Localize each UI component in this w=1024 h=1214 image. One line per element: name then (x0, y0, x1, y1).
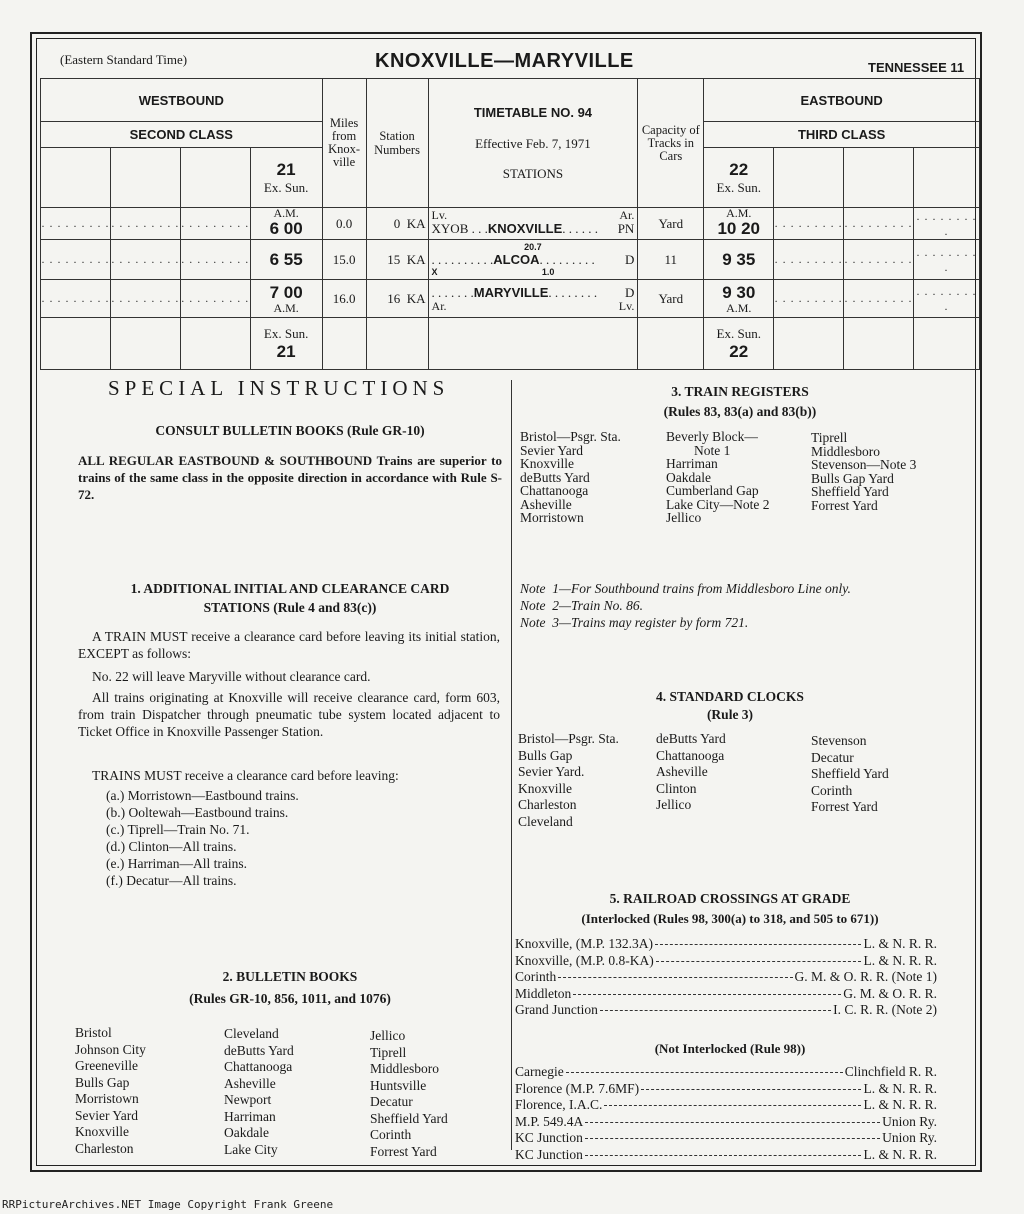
list-item: Oakdale (224, 1125, 269, 1140)
station-name-knoxville: KNOXVILLE (487, 221, 563, 236)
second-class-label: SECOND CLASS (41, 122, 323, 148)
crossing-row (515, 986, 937, 1003)
section-1-para-1: A TRAIN MUST receive a clearance card before leaving its initial station, EXCEPT as follows: (78, 629, 500, 661)
list-item: Sevier Yard (520, 442, 583, 458)
capacity-header: Capacity of Tracks in Cars (638, 79, 704, 208)
capacity-knoxville: Yard (638, 208, 704, 240)
list-item: Knoxville (75, 1124, 129, 1139)
registers-col-3 (811, 431, 916, 512)
list-item: Greeneville (75, 1058, 138, 1073)
dots: . . . . . . . . . (180, 208, 250, 240)
dots: . . . . . . . . . (110, 208, 180, 240)
note-text: 1—For Southbound trains from Middlesboro Line only. (552, 581, 851, 596)
section-4-title: 4. STANDARD CLOCKS (656, 689, 804, 704)
leader-line (566, 1072, 843, 1073)
time-e-maryville: 9 30 (722, 283, 756, 302)
train-22-header (704, 148, 774, 208)
list-item: (e.) Harriman—All trains. (106, 856, 247, 871)
note-label: Note (520, 581, 546, 596)
am-label: A.M. (726, 301, 752, 315)
section-1-para-4: TRAINS MUST receive a clearance card before leaving: (92, 768, 399, 783)
train-22-footer (704, 318, 774, 370)
crossing-row (515, 1114, 937, 1131)
note-text: 3—Trains may register by form 721. (552, 615, 749, 630)
time-cell (250, 208, 322, 240)
registers-col-2 (666, 430, 769, 525)
list-item: Asheville (224, 1075, 276, 1091)
station-suffix: PN (617, 221, 635, 236)
not-interlocked-label: (Not Interlocked (Rule 98)) (654, 1041, 806, 1056)
list-item: Forrest Yard (811, 497, 878, 513)
list-item: Corinth (370, 1127, 412, 1142)
section-2-rules: (Rules GR-10, 856, 1011, and 1076) (189, 991, 391, 1006)
bulletin-col-3 (370, 1028, 448, 1160)
code-alcoa: KA (406, 251, 426, 267)
crossing-location: Knoxville, (M.P. 132.3A) (515, 936, 653, 951)
crossing-location: Florence, I.A.C. (515, 1097, 603, 1112)
section-1-para-3: All trains originating at Knoxville will receive clearance card, form 603, from train Dispatcher through pneumatic tube system located adjacent to Ticket Office in Knoxville Passenger Station. (78, 690, 500, 739)
not-interlocked-crossings (515, 1064, 937, 1163)
list-item: Morristown (520, 510, 584, 525)
time-w-knoxville: 6 00 (269, 219, 303, 238)
list-item: Corinth (811, 782, 853, 798)
section-2-title: 2. BULLETIN BOOKS (222, 969, 358, 984)
train-21-header (250, 148, 322, 208)
crossing-location: KC Junction (515, 1130, 583, 1145)
list-item: Forrest Yard (370, 1143, 437, 1159)
list-item: Sheffield Yard (811, 484, 889, 499)
effective-date: Effective Feb. 7, 1971 (475, 135, 591, 151)
list-item: Bristol—Psgr. Sta. (518, 731, 619, 746)
leader-line (604, 1105, 861, 1106)
registers-col-1 (520, 430, 621, 525)
list-item: Jellico (370, 1028, 406, 1043)
crossing-location: Grand Junction (515, 1002, 598, 1017)
list-item: Oakdale (666, 469, 711, 485)
leader-line (600, 1010, 831, 1011)
note-text: 2—Train No. 86. (552, 598, 644, 613)
note-label: Note (520, 598, 546, 613)
station-number-cell (366, 208, 428, 240)
time-w-maryville: 7 00 (269, 283, 303, 302)
miles-header: Miles from Knox- ville (322, 79, 366, 208)
dots: . . . . . . . . . (913, 280, 979, 318)
crossing-location: Corinth (515, 969, 557, 984)
train-21-number: 21 (276, 159, 296, 179)
crossing-row (515, 953, 937, 970)
train-22-footer-days: Ex. Sun. (716, 325, 761, 341)
crossing-location: Knoxville, (M.P. 0.8-KA) (515, 952, 654, 968)
register-notes (520, 580, 851, 631)
crossing-railroad: I. C. R. R. (Note 2) (833, 1002, 937, 1017)
list-item: Sevier Yard. (518, 764, 585, 779)
list-item: Bristol (75, 1025, 112, 1040)
list-item: Charleston (518, 797, 577, 812)
dots: . . . . . . . . . (110, 280, 180, 318)
lv-label: Lv. (618, 299, 635, 313)
list-item: Asheville (656, 764, 708, 779)
time-cell (704, 208, 774, 240)
list-item: Jellico (656, 797, 692, 812)
list-item: Knoxville (520, 456, 574, 471)
am-label: A.M. (273, 206, 299, 220)
list-item: Knoxville (518, 780, 572, 796)
train-21-footer-number: 21 (276, 341, 296, 361)
section-5-rules: (Interlocked (Rules 98, 300(a) to 318, and 505 to 671)) (581, 911, 879, 926)
dots: . . . . . . . . . (844, 208, 914, 240)
station-suffix: D (624, 251, 635, 267)
leader-line (585, 1155, 862, 1156)
station-suffix: D (624, 285, 635, 300)
westbound-label: WESTBOUND (41, 79, 323, 122)
section-1-title: 1. ADDITIONAL INITIAL AND CLEARANCE CARD (130, 581, 450, 596)
list-item: Cleveland (518, 813, 573, 829)
time-w-alcoa: 6 55 (250, 240, 322, 280)
eastbound-label: EASTBOUND (704, 79, 980, 122)
crossing-railroad: L. & N. R. R. (863, 936, 937, 951)
stno-alcoa: 15 (387, 251, 401, 267)
crossing-railroad: G. M. & O. R. R. (843, 985, 937, 1001)
dots: . . . . . . . . . (180, 280, 250, 318)
crossing-railroad: L. & N. R. R. (863, 1146, 937, 1162)
list-item: Middlesboro (370, 1061, 439, 1076)
list-item: Sheffield Yard (811, 766, 889, 781)
list-item: Stevenson (811, 733, 867, 748)
list-item: Chattanooga (520, 483, 589, 498)
station-alcoa: 20.7 . . . . . . . . . .ALCOA. . . . . . . . . D X 1.0 (428, 240, 638, 280)
section-5-title: 5. RAILROAD CROSSINGS AT GRADE (609, 891, 851, 906)
time-cell (704, 280, 774, 318)
station-maryville: . . . . . . .MARYVILLE. . . . . . . . D Ar. Lv. (428, 280, 638, 318)
list-item: Bulls Gap Yard (811, 470, 894, 486)
list-item: Decatur (370, 1094, 413, 1109)
crossing-row (515, 1002, 937, 1019)
station-prefix: . . . . . . . . . . (431, 251, 494, 267)
miles-alcoa: 15.0 (322, 240, 366, 280)
time-cell (250, 280, 322, 318)
leader-line (573, 994, 841, 995)
miles-maryville: 16.0 (322, 280, 366, 318)
page-label: TENNESSEE 11 (868, 60, 965, 75)
list-item: Sheffield Yard (370, 1110, 448, 1126)
list-item: Note 1 (694, 442, 731, 458)
list-item: deButts Yard (520, 469, 590, 485)
crossing-location: M.P. 549.4A (515, 1113, 584, 1129)
leader-line (656, 961, 862, 962)
list-item: Asheville (520, 496, 572, 512)
crossing-railroad: G. M. & O. R. R. (Note 1) (794, 969, 937, 984)
list-item: Bulls Gap (518, 747, 573, 763)
list-item: Tiprell (811, 430, 848, 445)
crossing-railroad: Union Ry. (882, 1130, 937, 1145)
clocks-col-3 (811, 733, 889, 816)
dots: . . . . . . . . . (41, 208, 111, 240)
consult-bulletin: CONSULT BULLETIN BOOKS (Rule GR-10) (155, 423, 425, 438)
capacity-alcoa: 11 (638, 240, 704, 280)
stno-maryville: 16 (387, 290, 401, 306)
crossing-railroad: L. & N. R. R. (863, 1080, 937, 1096)
bulletin-col-1 (75, 1025, 146, 1157)
third-class-label: THIRD CLASS (704, 122, 980, 148)
route-title: KNOXVILLE—MARYVILLE (375, 50, 634, 72)
list-item: Decatur (811, 749, 854, 765)
station-prefix: . . . . . . . (431, 285, 474, 300)
lv-label: Lv. (431, 208, 448, 222)
leader-line (585, 1138, 880, 1139)
list-item: Forrest Yard (811, 799, 878, 814)
station-name-alcoa: ALCOA (493, 251, 540, 267)
dots: . . . . . . . . . (844, 240, 914, 280)
timetable-number: TIMETABLE NO. 94 (473, 104, 593, 120)
list-item: Bulls Gap (75, 1074, 130, 1090)
list-item: Tiprell (370, 1044, 407, 1060)
crossing-row (515, 1064, 937, 1081)
clocks-col-2 (656, 731, 726, 814)
list-item: Johnson City (75, 1041, 146, 1057)
image-copyright: RRPictureArchives.NET Image Copyright Frank Greene (2, 1198, 334, 1211)
dots: . . . . . . . . . (180, 240, 250, 280)
section-1-title-rules: STATIONS (Rule 4 and 83(c)) (203, 600, 377, 615)
leader-line (641, 1089, 861, 1090)
dots: . . . . . . . . . (913, 208, 979, 240)
time-zone-label: (Eastern Standard Time) (60, 52, 188, 67)
miles-knoxville: 0.0 (322, 208, 366, 240)
crossing-location: Carnegie (515, 1064, 564, 1079)
stations-header: STATIONS (502, 165, 564, 181)
stno-knoxville: 0 (393, 215, 401, 231)
leader-line (585, 1122, 880, 1123)
dots: . . . . . . . . . (110, 240, 180, 280)
distance-alcoa-maryville: 1.0 (541, 266, 555, 277)
capacity-maryville: Yard (638, 280, 704, 318)
crossing-row (515, 969, 937, 986)
crossing-railroad: Clinchfield R. R. (844, 1064, 937, 1079)
train-21-footer (250, 318, 322, 370)
special-instructions-title: SPECIAL INSTRUCTIONS (108, 376, 450, 400)
section-3-rules: (Rules 83, 83(a) and 83(b)) (663, 404, 817, 419)
dots: . . . . . . . . . (41, 240, 111, 280)
am-label: A.M. (273, 301, 299, 315)
list-item: Lake City—Note 2 (666, 496, 770, 512)
station-number-cell (366, 240, 428, 280)
crossing-row (515, 936, 937, 953)
section-4-rules: (Rule 3) (706, 707, 754, 722)
list-item: (f.) Decatur—All trains. (106, 873, 237, 888)
list-item: Harriman (666, 456, 718, 471)
station-prefix: XYOB . . . (431, 221, 488, 236)
list-item: Harriman (224, 1108, 276, 1124)
dots: . . . . . . . . . (844, 280, 914, 318)
train-22-footer-number: 22 (729, 341, 749, 361)
crossing-location: Middleton (515, 985, 572, 1001)
list-item: Charleston (75, 1140, 134, 1156)
list-item: Lake City (224, 1141, 278, 1157)
clocks-col-1 (518, 731, 619, 830)
crossing-row (515, 1130, 937, 1147)
dots: . . . . . . . . . (774, 280, 844, 318)
dots: . . . . . . . . . (774, 208, 844, 240)
list-item: Bristol—Psgr. Sta. (520, 429, 621, 444)
list-item: Huntsville (370, 1077, 427, 1093)
interlocked-crossings (515, 936, 937, 1019)
column-divider (511, 380, 512, 1150)
dots: . . . . . . . . . (913, 240, 979, 280)
leader-line (655, 944, 861, 945)
train-21-footer-days: Ex. Sun. (263, 325, 309, 341)
list-item: Cumberland Gap (666, 483, 759, 498)
timetable-header (428, 79, 638, 208)
crossing-railroad: L. & N. R. R. (863, 952, 937, 968)
station-number-cell (366, 280, 428, 318)
list-item: Chattanooga (224, 1059, 293, 1074)
section-3-title: 3. TRAIN REGISTERS (671, 384, 809, 399)
list-item: Cleveland (224, 1026, 279, 1041)
train-21-days: Ex. Sun. (263, 179, 309, 195)
train-22-number: 22 (729, 159, 749, 179)
code-maryville: KA (406, 290, 426, 306)
list-item: (d.) Clinton—All trains. (106, 839, 237, 854)
list-item: deButts Yard (224, 1042, 294, 1058)
ar-label: Ar. (431, 299, 447, 313)
time-e-alcoa: 9 35 (704, 240, 774, 280)
dots: . . . . . . . . . (774, 240, 844, 280)
ar-label: Ar. (619, 208, 635, 222)
note-label: Note (520, 615, 546, 630)
section-1-para-2: No. 22 will leave Maryville without clearance card. (92, 669, 371, 684)
crossing-row (515, 1097, 937, 1114)
distance-knoxville-alcoa: 20.7 (524, 241, 542, 252)
list-item: (a.) Morristown—Eastbound trains. (106, 788, 299, 803)
list-item: (b.) Ooltewah—Eastbound trains. (106, 805, 289, 820)
crossing-location: Florence (M.P. 7.6MF) (515, 1080, 640, 1096)
train-22-days: Ex. Sun. (716, 179, 761, 195)
list-item: Sevier Yard (75, 1107, 138, 1123)
list-item: Clinton (656, 780, 697, 796)
crossing-railroad: Union Ry. (882, 1113, 937, 1129)
time-e-knoxville: 10 20 (717, 219, 761, 238)
list-item: Morristown (75, 1091, 139, 1106)
list-item: deButts Yard (656, 731, 726, 746)
station-numbers-header: Station Numbers (366, 79, 428, 208)
crossing-location: KC Junction (515, 1146, 583, 1162)
crossing-railroad: L. & N. R. R. (863, 1097, 937, 1112)
superior-rule: ALL REGULAR EASTBOUND & SOUTHBOUND Trains are superior to trains of the same class in the opposite direction in accordance with Rule S-72. (78, 453, 502, 502)
crossing-row (515, 1147, 937, 1164)
dots: . . . . . . . . . (41, 280, 111, 318)
bulletin-col-2 (224, 1026, 294, 1158)
x-mark: X (431, 266, 438, 277)
timetable (40, 78, 980, 370)
am-label: A.M. (726, 206, 752, 220)
station-name-maryville: MARYVILLE (473, 285, 549, 300)
list-item: (c.) Tiprell—Train No. 71. (106, 822, 250, 837)
list-item: Stevenson—Note 3 (811, 457, 917, 472)
crossing-row (515, 1081, 937, 1098)
list-item: Jellico (666, 510, 702, 525)
station-knoxville: Lv. Ar. XYOB . . .KNOXVILLE. . . . . . PN (428, 208, 638, 240)
list-item: Middlesboro (811, 443, 880, 459)
leader-line (558, 977, 792, 978)
code-knoxville: KA (406, 215, 426, 231)
list-item: Chattanooga (656, 747, 725, 763)
clearance-list (106, 787, 496, 889)
list-item: Newport (224, 1092, 272, 1107)
list-item: Beverly Block— (666, 429, 758, 444)
